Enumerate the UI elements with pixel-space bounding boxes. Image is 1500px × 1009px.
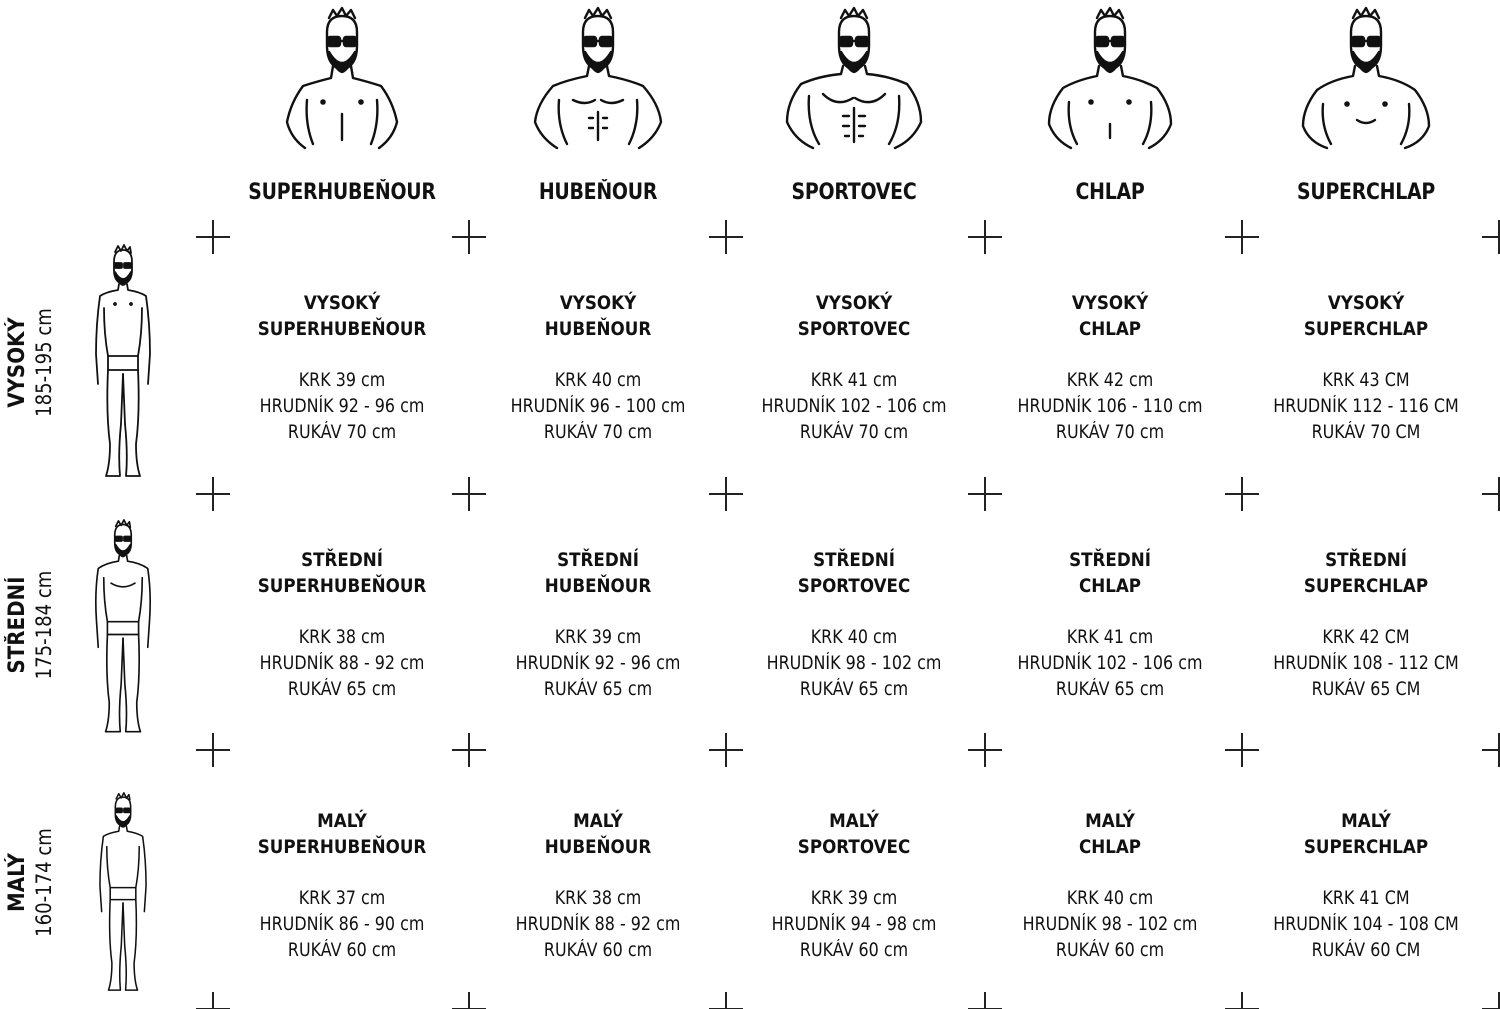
row-header-stredni xyxy=(0,505,200,745)
crosshair-mark-icon xyxy=(196,733,230,767)
crosshair-mark-icon xyxy=(709,220,743,254)
column-label: CHLAP xyxy=(1075,180,1145,205)
crosshair-mark-icon xyxy=(196,992,230,1009)
neck-size: KRK 38 cm xyxy=(554,888,642,909)
sleeve-length: RUKÁV 65 cm xyxy=(1055,679,1165,700)
crosshair-mark-icon xyxy=(1225,477,1259,511)
size-cell xyxy=(1238,808,1494,964)
sleeve-length: RUKÁV 70 cm xyxy=(287,422,397,443)
cell-title-size: STŘEDNÍ xyxy=(301,549,383,571)
chest-size: HRUDNÍK 108 - 112 CM xyxy=(1273,653,1459,674)
crosshair-mark-icon xyxy=(1225,733,1259,767)
size-cell xyxy=(470,808,726,964)
cell-title-type: SUPERHUBEŇOUR xyxy=(257,836,427,858)
crosshair-mark-icon xyxy=(709,477,743,511)
sleeve-length: RUKÁV 65 cm xyxy=(799,679,909,700)
neck-size: KRK 40 cm xyxy=(1066,888,1154,909)
cell-title-type: CHLAP xyxy=(1078,836,1142,858)
size-cell xyxy=(982,290,1238,446)
crosshair-mark-icon xyxy=(968,477,1002,511)
cell-title-size: VYSOKÝ xyxy=(1327,292,1405,314)
column-header-superhubenour xyxy=(214,0,470,215)
crosshair-mark-icon xyxy=(1225,992,1259,1009)
chest-size: HRUDNÍK 106 - 110 cm xyxy=(1017,396,1203,417)
neck-size: KRK 41 cm xyxy=(1066,627,1154,648)
cell-title-size: STŘEDNÍ xyxy=(813,549,895,571)
sleeve-length: RUKÁV 65 cm xyxy=(287,679,397,700)
neck-size: KRK 41 CM xyxy=(1322,888,1410,909)
cell-title-type: SPORTOVEC xyxy=(797,836,911,858)
crosshair-mark-icon xyxy=(968,220,1002,254)
sleeve-length: RUKÁV 65 cm xyxy=(543,679,653,700)
crosshair-mark-icon xyxy=(1482,992,1500,1009)
crosshair-mark-icon xyxy=(452,733,486,767)
chest-size: HRUDNÍK 112 - 116 CM xyxy=(1273,396,1459,417)
row-name: STŘEDNÍ xyxy=(5,576,30,674)
row-range: 185-195 cm xyxy=(32,308,56,417)
cell-title-type: SUPERHUBEŇOUR xyxy=(257,318,427,340)
cell-title-size: STŘEDNÍ xyxy=(1069,549,1151,571)
torso-illustration-icon xyxy=(1291,4,1441,154)
row-name: MALÝ xyxy=(5,853,30,912)
torso-illustration-icon xyxy=(523,4,673,154)
cell-title-type: SPORTOVEC xyxy=(797,318,911,340)
column-label: SPORTOVEC xyxy=(791,180,917,205)
chest-size: HRUDNÍK 102 - 106 cm xyxy=(1017,653,1203,674)
crosshair-mark-icon xyxy=(452,220,486,254)
full-body-illustration-icon xyxy=(88,519,158,739)
crosshair-mark-icon xyxy=(709,733,743,767)
cell-title-size: MALÝ xyxy=(573,810,623,832)
neck-size: KRK 39 cm xyxy=(554,627,642,648)
column-header-sportovec xyxy=(726,0,982,215)
cell-title-type: HUBEŇOUR xyxy=(544,318,652,340)
cell-title-type: HUBEŇOUR xyxy=(544,836,652,858)
crosshair-mark-icon xyxy=(709,992,743,1009)
chest-size: HRUDNÍK 94 - 98 cm xyxy=(771,914,937,935)
sleeve-length: RUKÁV 60 cm xyxy=(799,940,909,961)
neck-size: KRK 42 CM xyxy=(1322,627,1410,648)
neck-size: KRK 43 CM xyxy=(1322,370,1410,391)
chest-size: HRUDNÍK 92 - 96 cm xyxy=(515,653,681,674)
chest-size: HRUDNÍK 98 - 102 cm xyxy=(1022,914,1198,935)
torso-illustration-icon xyxy=(1035,4,1185,154)
cell-title-type: SUPERCHLAP xyxy=(1303,575,1429,597)
size-cell xyxy=(726,808,982,964)
cell-title-size: STŘEDNÍ xyxy=(1325,549,1407,571)
crosshair-mark-icon xyxy=(196,220,230,254)
size-cell xyxy=(214,808,470,964)
column-label: SUPERHUBEŇOUR xyxy=(248,180,436,205)
neck-size: KRK 39 cm xyxy=(810,888,898,909)
size-cell xyxy=(982,808,1238,964)
cell-title-size: STŘEDNÍ xyxy=(557,549,639,571)
neck-size: KRK 41 cm xyxy=(810,370,898,391)
cell-title-type: HUBEŇOUR xyxy=(544,575,652,597)
cell-title-type: CHLAP xyxy=(1078,575,1142,597)
cell-title-type: CHLAP xyxy=(1078,318,1142,340)
row-header-vysoky xyxy=(0,240,200,485)
cell-title-size: VYSOKÝ xyxy=(815,292,893,314)
neck-size: KRK 40 cm xyxy=(554,370,642,391)
crosshair-mark-icon xyxy=(1225,220,1259,254)
size-cell xyxy=(470,547,726,703)
cell-title-size: VYSOKÝ xyxy=(303,292,381,314)
size-cell xyxy=(982,547,1238,703)
neck-size: KRK 39 cm xyxy=(298,370,386,391)
crosshair-mark-icon xyxy=(452,992,486,1009)
cell-title-size: MALÝ xyxy=(1085,810,1135,832)
crosshair-mark-icon xyxy=(1482,733,1500,767)
size-cell xyxy=(214,547,470,703)
neck-size: KRK 38 cm xyxy=(298,627,386,648)
size-cell xyxy=(214,290,470,446)
chest-size: HRUDNÍK 88 - 92 cm xyxy=(259,653,425,674)
torso-illustration-icon xyxy=(779,4,929,154)
size-cell xyxy=(726,290,982,446)
row-name: VYSOKÝ xyxy=(5,317,30,408)
crosshair-mark-icon xyxy=(968,733,1002,767)
crosshair-mark-icon xyxy=(196,477,230,511)
sleeve-length: RUKÁV 65 CM xyxy=(1311,679,1421,700)
crosshair-mark-icon xyxy=(968,992,1002,1009)
sleeve-length: RUKÁV 70 cm xyxy=(1055,422,1165,443)
column-header-chlap xyxy=(982,0,1238,215)
neck-size: KRK 42 cm xyxy=(1066,370,1154,391)
column-label: SUPERCHLAP xyxy=(1296,180,1436,205)
chest-size: HRUDNÍK 102 - 106 cm xyxy=(761,396,947,417)
crosshair-mark-icon xyxy=(1482,220,1500,254)
neck-size: KRK 40 cm xyxy=(810,627,898,648)
column-header-hubenour xyxy=(470,0,726,215)
cell-title-size: MALÝ xyxy=(317,810,367,832)
chest-size: HRUDNÍK 88 - 92 cm xyxy=(515,914,681,935)
size-cell xyxy=(726,547,982,703)
size-cell xyxy=(470,290,726,446)
column-header-superchlap xyxy=(1238,0,1494,215)
full-body-illustration-icon xyxy=(88,244,158,484)
neck-size: KRK 37 cm xyxy=(298,888,386,909)
torso-illustration-icon xyxy=(267,4,417,154)
chest-size: HRUDNÍK 98 - 102 cm xyxy=(766,653,942,674)
chest-size: HRUDNÍK 104 - 108 CM xyxy=(1273,914,1459,935)
row-range: 160-174 cm xyxy=(32,828,56,937)
size-cell xyxy=(1238,290,1494,446)
cell-title-type: SPORTOVEC xyxy=(797,575,911,597)
cell-title-type: SUPERHUBEŇOUR xyxy=(257,575,427,597)
sleeve-length: RUKÁV 70 CM xyxy=(1311,422,1421,443)
cell-title-size: MALÝ xyxy=(829,810,879,832)
chest-size: HRUDNÍK 96 - 100 cm xyxy=(510,396,686,417)
crosshair-mark-icon xyxy=(1482,477,1500,511)
row-range: 175-184 cm xyxy=(32,570,56,680)
row-header-maly xyxy=(0,770,200,995)
column-label: HUBEŇOUR xyxy=(538,180,658,205)
chest-size: HRUDNÍK 92 - 96 cm xyxy=(259,396,425,417)
sleeve-length: RUKÁV 70 cm xyxy=(799,422,909,443)
sleeve-length: RUKÁV 60 cm xyxy=(543,940,653,961)
cell-title-size: VYSOKÝ xyxy=(559,292,637,314)
chest-size: HRUDNÍK 86 - 90 cm xyxy=(259,914,425,935)
full-body-illustration-icon xyxy=(88,792,158,997)
sleeve-length: RUKÁV 70 cm xyxy=(543,422,653,443)
cell-title-size: VYSOKÝ xyxy=(1071,292,1149,314)
crosshair-mark-icon xyxy=(452,477,486,511)
cell-title-type: SUPERCHLAP xyxy=(1303,836,1429,858)
size-cell xyxy=(1238,547,1494,703)
cell-title-type: SUPERCHLAP xyxy=(1303,318,1429,340)
sleeve-length: RUKÁV 60 CM xyxy=(1311,940,1421,961)
sleeve-length: RUKÁV 60 cm xyxy=(1055,940,1165,961)
cell-title-size: MALÝ xyxy=(1341,810,1391,832)
sleeve-length: RUKÁV 60 cm xyxy=(287,940,397,961)
